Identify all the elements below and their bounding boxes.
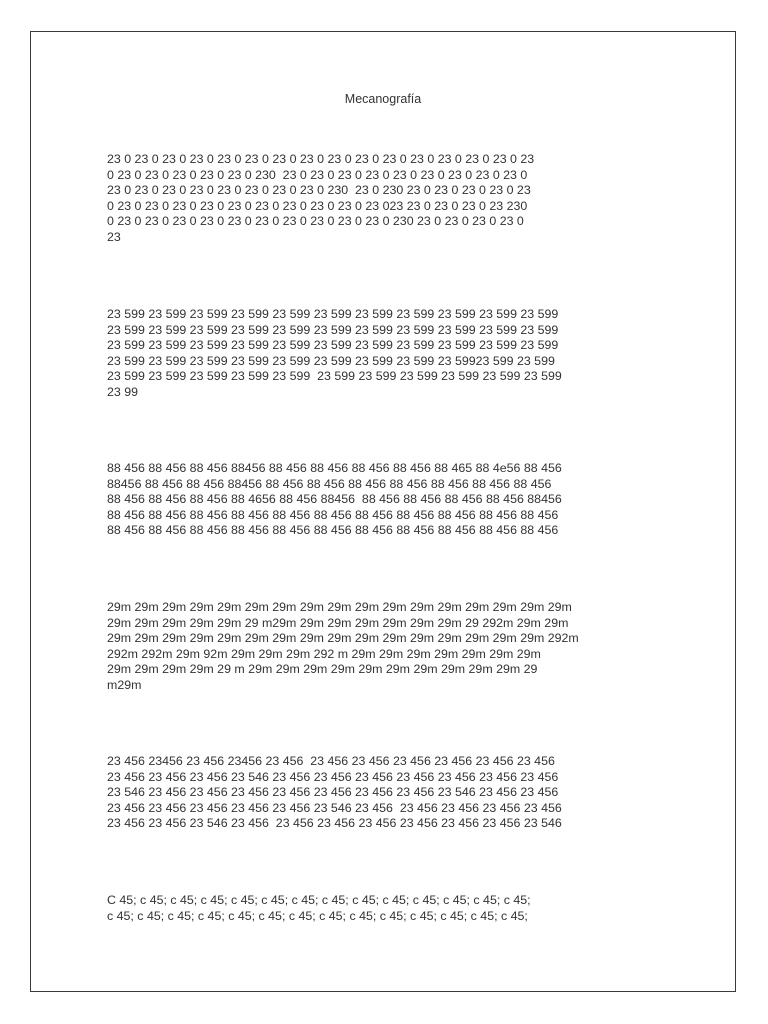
text-line: 88456 88 456 88 456 88456 88 456 88 456 88 456 88 456 88 456 88 456 88 456 [107, 476, 552, 491]
text-line: 23 599 23 599 23 599 23 599 23 599 23 599 23 599 23 599 23 599 23 599 23 599 [107, 369, 562, 384]
text-line: 292m 292m 29m 92m 29m 29m 29m 292 m 29m 29m 29m 29m 29m 29m 29m [107, 646, 541, 661]
paragraph-23-456 [107, 754, 667, 832]
text-line: 88 456 88 456 88 456 88 456 88 456 88 456 88 456 88 456 88 456 88 456 88 456 [107, 523, 559, 538]
text-line: 23 [107, 229, 121, 244]
text-line: 23 599 23 599 23 599 23 599 23 599 23 599 23 599 23 599 23 599 23 599 23 599 [107, 338, 559, 353]
text-line: 0 23 0 23 0 23 0 23 0 23 0 23 0 23 0 23 0 23 0 23 023 23 0 23 0 23 0 23 230 [107, 198, 528, 213]
text-line: 0 23 0 23 0 23 0 23 0 23 0 23 0 23 0 23 0 23 0 23 0 230 23 0 23 0 23 0 23 0 [107, 214, 524, 229]
paragraph-23-0 [107, 152, 667, 246]
text-line: 29m 29m 29m 29m 29 m 29m 29m 29m 29m 29m 29m 29m 29m 29m 29m 29 [107, 662, 538, 677]
text-line: 23 599 23 599 23 599 23 599 23 599 23 599 23 599 23 599 23 59923 599 23 599 [107, 353, 555, 368]
text-line: m29m [107, 677, 142, 692]
text-line: 23 599 23 599 23 599 23 599 23 599 23 599 23 599 23 599 23 599 23 599 23 599 [107, 307, 559, 321]
text-line: 23 599 23 599 23 599 23 599 23 599 23 599 23 599 23 599 23 599 23 599 23 599 [107, 322, 559, 337]
paragraph-88-456 [107, 461, 667, 539]
text-line: 88 456 88 456 88 456 88 456 88 456 88 456 88 456 88 456 88 456 88 456 88 456 [107, 507, 559, 522]
paragraph-c-45 [107, 893, 667, 924]
document-title: Mecanografía [344, 92, 422, 106]
document-page [30, 31, 736, 992]
text-line: 29m 29m 29m 29m 29m 29m 29m 29m 29m 29m 29m 29m 29m 29m 29m 29m 292m [107, 631, 579, 646]
text-line: 23 0 23 0 23 0 23 0 23 0 23 0 23 0 23 0 23 0 23 0 23 0 23 0 23 0 23 0 23 0 23 [107, 152, 535, 166]
text-line: C 45; c 45; c 45; c 45; c 45; c 45; c 45; c 45; c 45; c 45; c 45; c 45; c 45; c 45; [107, 893, 531, 907]
text-line: 23 456 23 456 23 456 23 456 23 456 23 546 23 456 23 456 23 456 23 456 23 456 [107, 800, 562, 815]
text-line: c 45; c 45; c 45; c 45; c 45; c 45; c 45; c 45; c 45; c 45; c 45; c 45; c 45; c 45; [107, 908, 528, 923]
text-line: 23 99 [107, 384, 139, 399]
text-line: 29m 29m 29m 29m 29m 29 m29m 29m 29m 29m 29m 29m 29m 29 292m 29m 29m [107, 615, 569, 630]
text-line: 29m 29m 29m 29m 29m 29m 29m 29m 29m 29m 29m 29m 29m 29m 29m 29m 29m [107, 600, 572, 614]
text-line: 23 0 23 0 23 0 23 0 23 0 23 0 23 0 23 0 230 23 0 230 23 0 23 0 23 0 23 0 23 [107, 183, 531, 198]
text-line: 0 23 0 23 0 23 0 23 0 23 0 230 23 0 23 0 23 0 23 0 23 0 23 0 23 0 23 0 23 0 [107, 167, 528, 182]
paragraph-23-599 [107, 307, 667, 401]
paragraph-29m [107, 600, 667, 694]
text-line: 23 456 23456 23 456 23456 23 456 23 456 23 456 23 456 23 456 23 456 23 456 [107, 754, 555, 768]
text-line: 88 456 88 456 88 456 88 4656 88 456 88456 88 456 88 456 88 456 88 456 88456 [107, 492, 562, 507]
text-line: 23 546 23 456 23 456 23 456 23 456 23 456 23 456 23 456 23 546 23 456 23 456 [107, 785, 559, 800]
text-line: 88 456 88 456 88 456 88456 88 456 88 456 88 456 88 456 88 465 88 4e56 88 456 [107, 461, 562, 475]
text-line: 23 456 23 456 23 456 23 546 23 456 23 456 23 456 23 456 23 456 23 456 23 456 [107, 769, 559, 784]
text-line: 23 456 23 456 23 546 23 456 23 456 23 456 23 456 23 456 23 456 23 456 23 546 [107, 816, 562, 831]
